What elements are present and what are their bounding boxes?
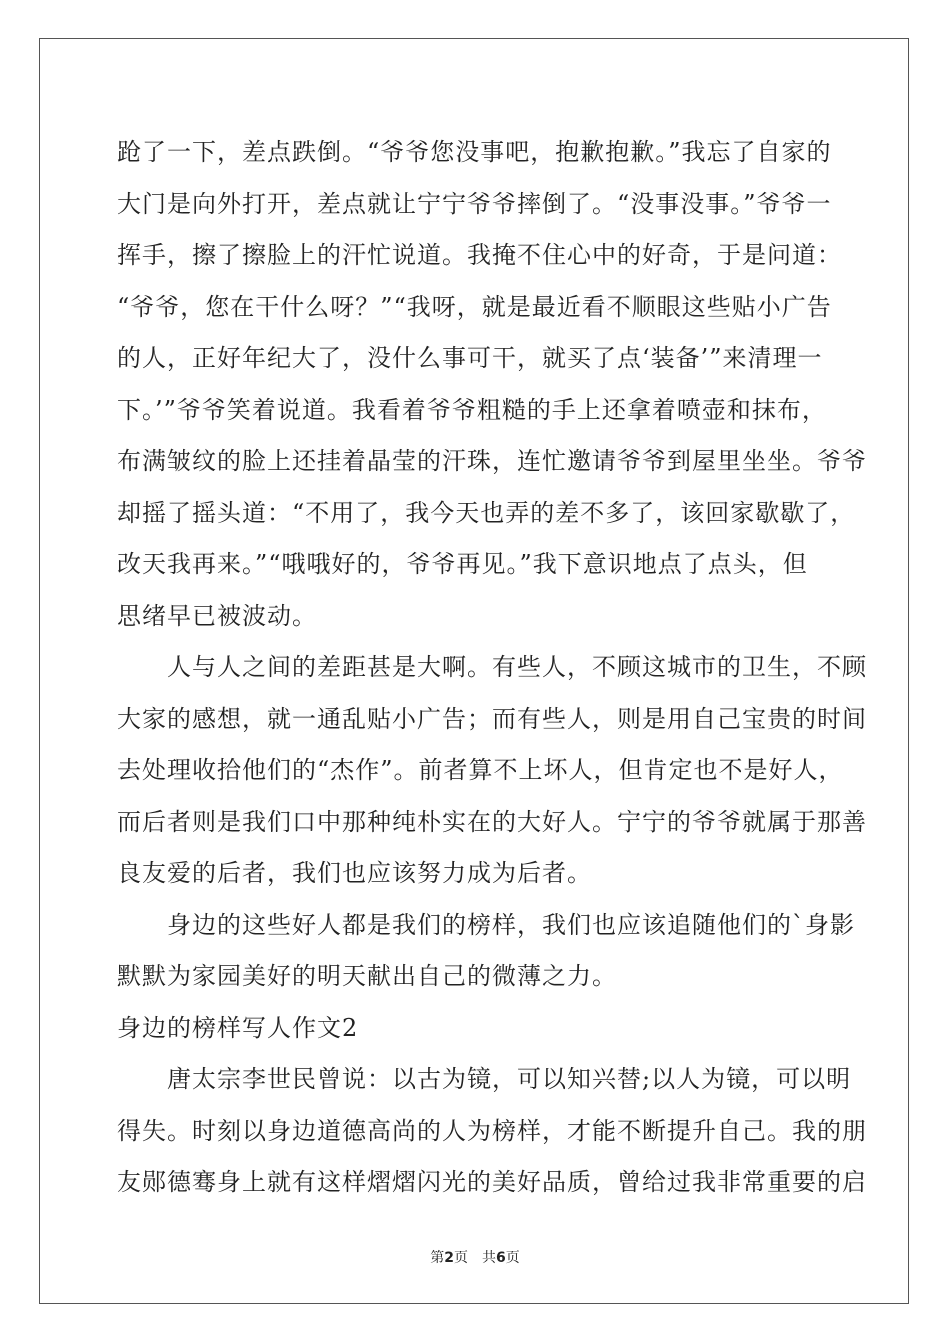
text-line: 大门是向外打开，差点就让宁宁爷爷摔倒了。“没事没事。”爷爷一	[117, 189, 832, 218]
text-line: 默默为家园美好的明天献出自己的微薄之力。	[117, 962, 617, 990]
text-line: 挥手，擦了擦脸上的汗忙说道。我掩不住心中的好奇，于是问道：	[117, 241, 842, 269]
text-line: 却摇了摇头道：“不用了，我今天也弄的差不多了，该回家歇歇了，	[117, 498, 856, 527]
footer-page-number: 2	[444, 1250, 454, 1266]
text-line: 思绪早已被波动。	[117, 601, 317, 630]
footer-total-pages: 6	[496, 1250, 506, 1266]
text-line: 良友爱的后者，我们也应该努力成为后者。	[117, 859, 592, 887]
text-line: 得失。时刻以身边道德高尚的人为榜样，才能不断提升自己。我的朋	[117, 1116, 867, 1145]
text-line: 跄了一下，差点跌倒。“爷爷您没事吧，抱歉抱歉。”我忘了自家的	[117, 138, 832, 166]
text-line: 友郧德骞身上就有这样熠熠闪光的美好品质，曾给过我非常重要的启	[117, 1168, 867, 1196]
paragraph-start-line: 人与人之间的差距甚是大啊。有些人，不顾这城市的卫生，不顾	[167, 653, 867, 681]
text-line: 而后者则是我们口中那种纯朴实在的大好人。宁宁的爷爷就属于那善	[117, 807, 867, 836]
text-line: 改天我再来。”“哦哦好的，爷爷再见。”我下意识地点了点头，但	[117, 550, 808, 578]
text-line: “爷爷，您在干什么呀？”“我呀，就是最近看不顺眼这些贴小广告	[117, 292, 832, 321]
section-heading: 身边的榜样写人作文2	[117, 1013, 359, 1042]
text-line: 下。’”爷爷笑着说道。我看着爷爷粗糙的手上还拿着喷壶和抹布，	[117, 395, 827, 424]
text-line: 布满皱纹的脸上还挂着晶莹的汗珠，连忙邀请爷爷到屋里坐坐。爷爷	[117, 447, 867, 475]
text-line: 的人，正好年纪大了，没什么事可干，就买了点‘装备’”来清理一	[117, 344, 823, 372]
paragraph-start-line: 身边的这些好人都是我们的榜样，我们也应该追随他们的`身影	[167, 910, 855, 939]
text-line: 大家的感想，就一通乱贴小广告；而有些人，则是用自己宝贵的时间	[117, 704, 867, 733]
footer-prefix: 第	[430, 1250, 445, 1266]
page-footer	[0, 1247, 950, 1267]
footer-suffix: 页	[505, 1250, 520, 1266]
paragraph-start-line: 唐太宗李世民曾说：以古为镜，可以知兴替;以人为镜，可以明	[167, 1065, 852, 1093]
footer-middle: 页 共	[454, 1250, 496, 1266]
document-body	[117, 127, 867, 1209]
text-line: 去处理收拾他们的“杰作”。前者算不上坏人，但肯定也不是好人，	[117, 756, 844, 784]
